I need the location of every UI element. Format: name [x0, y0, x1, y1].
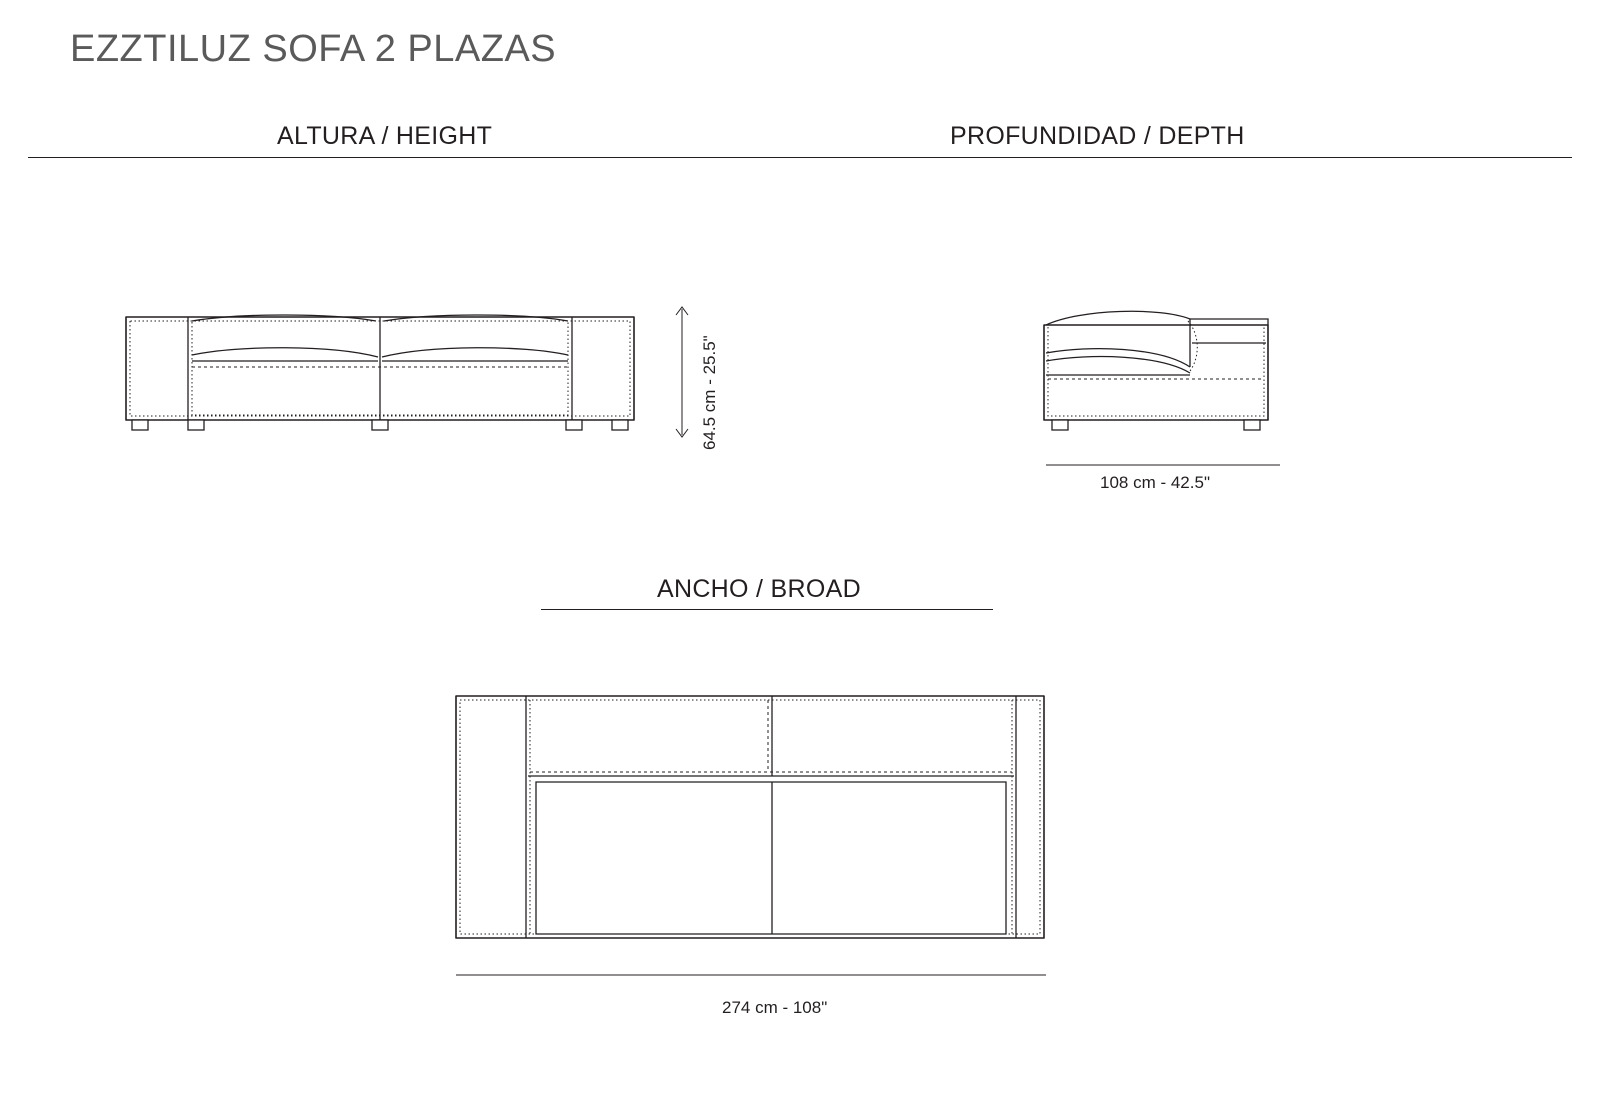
width-dimension-text: 274 cm - 108" — [722, 998, 828, 1017]
width-section-rule — [541, 609, 993, 610]
side-foot-1 — [1052, 420, 1068, 430]
side-elevation-svg — [1040, 295, 1290, 455]
side-elevation-view — [1040, 295, 1290, 455]
top-plan-view — [450, 690, 1050, 950]
width-dimension-line — [450, 965, 1070, 985]
front-elevation-view — [120, 295, 700, 455]
front-foot-5 — [612, 420, 628, 430]
front-foot-1 — [132, 420, 148, 430]
top-plan-svg — [450, 690, 1050, 950]
section-label-height: ALTURA / HEIGHT — [277, 122, 493, 150]
plan-outer-body — [456, 696, 1044, 938]
depth-dimension-text: 108 cm - 42.5" — [1100, 473, 1210, 492]
section-label-width: ANCHO / BROAD — [657, 575, 861, 603]
depth-dimension-line — [1040, 455, 1300, 475]
section-label-depth: PROFUNDIDAD / DEPTH — [950, 122, 1245, 150]
side-foot-2 — [1244, 420, 1260, 430]
front-foot-3 — [372, 420, 388, 430]
side-backrest-top — [1046, 311, 1190, 325]
page-title: EZZTILUZ SOFA 2 PLAZAS — [70, 28, 557, 70]
front-foot-2 — [188, 420, 204, 430]
height-dimension-text: 64.5 cm - 25.5" — [700, 335, 719, 450]
sofa-side-body — [1044, 325, 1268, 420]
front-elevation-svg — [120, 295, 700, 455]
front-foot-4 — [566, 420, 582, 430]
side-back-top-edge — [1190, 319, 1268, 325]
header-divider-rule — [28, 157, 1572, 158]
